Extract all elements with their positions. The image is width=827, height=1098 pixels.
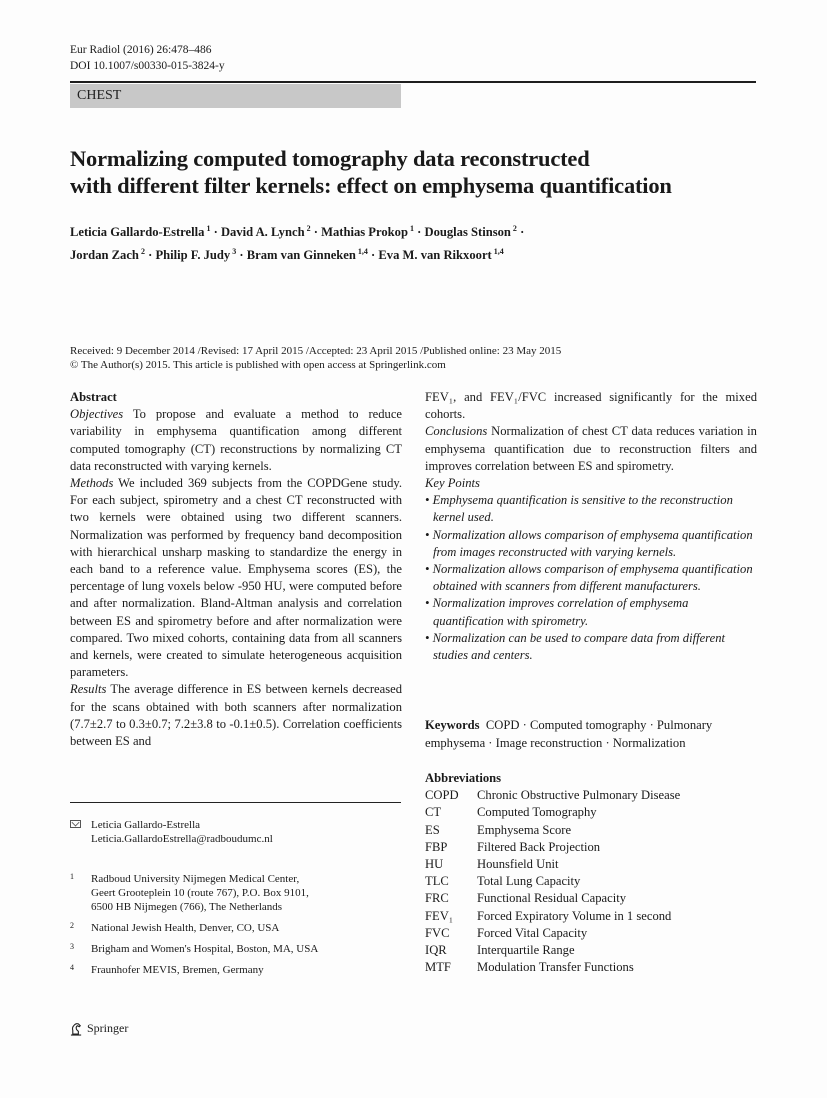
abbreviation-value: Chronic Obstructive Pulmonary Disease bbox=[477, 788, 681, 803]
author[interactable]: Leticia Gallardo-Estrella bbox=[70, 225, 205, 239]
key-point-text: Normalization improves correlation of emphysema quantification with spirometry. bbox=[432, 596, 689, 628]
key-points-label: Key Points bbox=[425, 476, 480, 491]
abstract-left-column bbox=[70, 389, 402, 750]
key-point-text: Normalization allows comparison of emphysema quantification from images reconstructed with varying kernels. bbox=[432, 527, 753, 559]
key-point: • Normalization can be used to compare data from different studies and centers. bbox=[425, 630, 725, 663]
abbreviation-value: Forced Vital Capacity bbox=[477, 925, 588, 940]
key-point: • Emphysema quantification is sensitive to the reconstruction kernel used. bbox=[425, 493, 733, 525]
abbreviation-row bbox=[425, 856, 765, 873]
abbreviation-value: Interquartile Range bbox=[477, 943, 575, 958]
author[interactable]: Douglas Stinson bbox=[424, 225, 511, 239]
abbreviation-row bbox=[425, 839, 765, 856]
author-affiliation: 1 bbox=[206, 224, 211, 233]
author-affiliation: 1,4 bbox=[357, 247, 368, 256]
abbreviation-value: Computed Tomography bbox=[477, 805, 597, 820]
separator: · bbox=[210, 225, 221, 239]
abbreviation-key: FVC bbox=[425, 925, 450, 940]
doi-line[interactable]: DOI 10.1007/s00330-015-3824-y bbox=[70, 60, 225, 72]
author[interactable]: Eva M. van Rikxoort bbox=[378, 248, 492, 262]
abbreviation-row bbox=[425, 959, 765, 976]
results-continued: FEV₁, and FEV₁/FVC increased significantly for the mixed cohorts. bbox=[425, 390, 757, 422]
separator: · bbox=[236, 248, 247, 262]
abbreviation-key: TLC bbox=[425, 874, 449, 889]
abbreviation-row bbox=[425, 890, 765, 907]
abbreviation-key: CT bbox=[425, 805, 442, 820]
correspondence bbox=[70, 818, 400, 846]
author[interactable]: Philip F. Judy bbox=[155, 248, 231, 262]
abbreviation-value: Modulation Transfer Functions bbox=[477, 960, 634, 975]
separator: · bbox=[367, 248, 379, 262]
author-line-1 bbox=[70, 219, 770, 242]
affiliation-line: National Jewish Health, Denver, CO, USA bbox=[91, 922, 280, 934]
abbreviation-value: Filtered Back Projection bbox=[477, 839, 601, 854]
author[interactable]: Bram van Ginneken bbox=[246, 248, 356, 262]
publisher-logo bbox=[70, 1021, 128, 1036]
affiliation-line: Geert Grooteplein 10 (route 767), P.O. Box 9101, bbox=[91, 887, 309, 899]
journal-citation bbox=[70, 42, 225, 74]
journal-line: Eur Radiol (2016) 26:478–486 bbox=[70, 44, 212, 56]
keywords-label: Keywords bbox=[425, 718, 480, 732]
keywords bbox=[425, 717, 765, 752]
author-affiliation: 1 bbox=[409, 224, 414, 233]
affiliation-line: Brigham and Women's Hospital, Boston, MA, USA bbox=[91, 943, 319, 955]
abbreviation-key: COPD bbox=[425, 788, 459, 803]
abbreviation-key: ES bbox=[425, 822, 440, 837]
abbreviation-key: FEV₁ bbox=[425, 908, 454, 923]
affiliation-line: Fraunhofer MEVIS, Bremen, Germany bbox=[91, 964, 264, 976]
section-label: CHEST bbox=[70, 84, 401, 108]
key-point: • Normalization allows comparison of emphysema quantification obtained with scanners from different manufacturers. bbox=[425, 562, 753, 594]
author-affiliation: 2 bbox=[140, 247, 145, 256]
separator: · bbox=[310, 225, 322, 239]
author[interactable]: Mathias Prokop bbox=[321, 225, 408, 239]
abbreviation-value: Total Lung Capacity bbox=[477, 874, 581, 889]
footnote-rule bbox=[70, 802, 401, 803]
author[interactable]: David A. Lynch bbox=[220, 225, 305, 239]
abbreviations bbox=[425, 770, 765, 976]
methods-label: Methods bbox=[70, 476, 114, 491]
abstract-objectives bbox=[70, 406, 402, 475]
author-affiliation: 1,4 bbox=[493, 247, 504, 256]
abbreviation-row bbox=[425, 873, 765, 890]
key-point: • Normalization allows comparison of emphysema quantification from images reconstructed with varying kernels. bbox=[425, 527, 753, 559]
dates-line: Received: 9 December 2014 /Revised: 17 April 2015 /Accepted: 23 April 2015 /Published online: 23 May 2015 bbox=[70, 345, 562, 357]
abbreviation-row bbox=[425, 908, 765, 925]
springer-horse-icon bbox=[70, 1022, 83, 1036]
publication-dates bbox=[70, 344, 770, 372]
separator: · bbox=[516, 225, 525, 239]
author[interactable]: Jordan Zach bbox=[70, 248, 139, 262]
abbreviation-row bbox=[425, 942, 765, 959]
header-rule bbox=[70, 81, 756, 83]
objectives-text: To propose and evaluate a method to reduce variability in emphysema quantification among different computed tomography (CT) reconstructions by normalizing CT data reconstructed with varying kernels. bbox=[70, 407, 403, 473]
affiliation bbox=[70, 942, 400, 956]
conclusions-text: Normalization of chest CT data reduces variation in emphysema quantification due to reconstruction filters and improves correlation between ES and spirometry. bbox=[425, 424, 757, 473]
abbreviation-row bbox=[425, 822, 765, 839]
abstract-right-column bbox=[425, 389, 757, 664]
abstract-results bbox=[70, 681, 402, 750]
keywords-text: COPD · Computed tomography · Pulmonary emphysema · Image reconstruction · Normalization bbox=[425, 718, 713, 750]
affiliation-number: 4 bbox=[70, 963, 74, 972]
separator: · bbox=[413, 225, 425, 239]
affiliation-number: 2 bbox=[70, 921, 74, 930]
correspondence-name: Leticia Gallardo-Estrella bbox=[91, 819, 201, 831]
abstract-methods bbox=[70, 475, 402, 681]
abbreviation-value: Hounsfield Unit bbox=[477, 857, 559, 872]
abbreviation-value: Forced Expiratory Volume in 1 second bbox=[477, 908, 672, 923]
title-line-2: with different filter kernels: effect on emphysema quantification bbox=[70, 173, 672, 198]
affiliation bbox=[70, 872, 400, 914]
affiliation-number: 1 bbox=[70, 872, 74, 881]
abbreviation-row bbox=[425, 787, 765, 804]
affiliation-line: 6500 HB Nijmegen (766), The Netherlands bbox=[91, 901, 283, 913]
abbreviation-key: FRC bbox=[425, 891, 449, 906]
affiliation bbox=[70, 921, 400, 935]
results-label: Results bbox=[70, 682, 107, 697]
abbreviation-row bbox=[425, 925, 765, 942]
copyright-line: © The Author(s) 2015. This article is published with open access at Springerlink.com bbox=[70, 359, 446, 371]
correspondence-email[interactable]: Leticia.GallardoEstrella@radboudumc.nl bbox=[91, 833, 273, 845]
publisher-name: Springer bbox=[87, 1021, 129, 1035]
paper-title bbox=[70, 145, 760, 199]
abstract-heading: Abstract bbox=[70, 390, 117, 404]
objectives-label: Objectives bbox=[70, 407, 124, 422]
abstract-conclusions bbox=[425, 423, 757, 475]
author-line-2 bbox=[70, 242, 770, 265]
author-list bbox=[70, 219, 770, 265]
abbreviation-value: Emphysema Score bbox=[477, 822, 572, 837]
key-point-text: Normalization can be used to compare data from different studies and centers. bbox=[432, 630, 725, 663]
key-point: • Normalization improves correlation of emphysema quantification with spirometry. bbox=[425, 596, 689, 628]
author-affiliation: 3 bbox=[232, 247, 237, 256]
abbreviation-row bbox=[425, 804, 765, 821]
author-affiliation: 2 bbox=[306, 224, 311, 233]
abbreviation-key: FBP bbox=[425, 839, 448, 854]
affiliation bbox=[70, 963, 400, 977]
abbreviation-key: MTF bbox=[425, 960, 451, 975]
key-point-text: Emphysema quantification is sensitive to the reconstruction kernel used. bbox=[432, 493, 733, 525]
abbreviation-value: Functional Residual Capacity bbox=[477, 891, 626, 906]
results-text: The average difference in ES between kernels decreased for the scans obtained with both scanners after normalization (7.7±2.7 to 0.3±0.7; 7.2±3.8 to -0.1±0.5). Correlation coefficients between ES and bbox=[70, 682, 403, 749]
envelope-icon bbox=[70, 820, 81, 828]
affiliation-number: 3 bbox=[70, 942, 74, 951]
abbreviations-heading: Abbreviations bbox=[425, 771, 502, 785]
methods-text: We included 369 subjects from the COPDGene study. For each subject, spirometry and a chest CT reconstructed with two kernels were obtained using two different scanners. Normalization was performed by frequency band decomposition with hierarchical unsharp masking to standardize the energy in each band to a reference value. Emphysema scores (ES), the percentage of lung voxels below -950 HU, were computed before and after normalization. Bland-Altman analysis and correlation between ES and spirometry before and after normalization were compared. Two mixed cohorts, containing data from all scanners and kernels, were created to simulate heterogeneous acquisition parameters. bbox=[70, 476, 402, 680]
key-point-text: Normalization allows comparison of emphysema quantification obtained with scanners from different manufacturers. bbox=[432, 562, 753, 594]
affiliation-line: Radboud University Nijmegen Medical Center, bbox=[91, 873, 300, 885]
separator: · bbox=[144, 248, 156, 262]
abbreviation-key: IQR bbox=[425, 943, 447, 958]
conclusions-label: Conclusions bbox=[425, 424, 488, 439]
title-line-1: Normalizing computed tomography data reconstructed bbox=[70, 146, 590, 171]
abbreviation-key: HU bbox=[425, 857, 444, 872]
author-affiliation: 2 bbox=[512, 224, 517, 233]
